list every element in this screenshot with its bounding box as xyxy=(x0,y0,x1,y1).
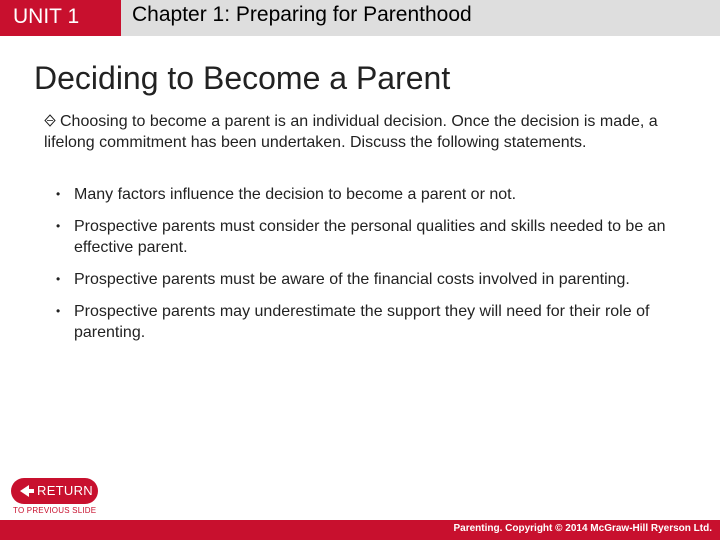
list-item xyxy=(56,216,676,258)
intro-paragraph xyxy=(44,111,684,153)
statement-list xyxy=(56,184,676,354)
return-button[interactable] xyxy=(11,478,98,504)
bullet-marker: • xyxy=(56,219,61,233)
return-sublabel[interactable]: TO PREVIOUS SLIDE xyxy=(13,506,97,515)
list-item-text: Prospective parents may underestimate the support they will need for their role of parenting. xyxy=(74,303,650,341)
bullet-marker: • xyxy=(56,304,61,318)
list-item xyxy=(56,269,676,290)
list-item-text: Prospective parents must consider the personal qualities and skills needed to be an effective parent. xyxy=(74,218,666,256)
return-button-label: RETURN xyxy=(37,483,93,498)
list-item-text: Prospective parents must be aware of the financial costs involved in parenting. xyxy=(74,271,630,288)
diamond-outline-icon xyxy=(44,114,56,127)
list-item xyxy=(56,301,676,343)
list-item xyxy=(56,184,676,205)
chapter-title: Chapter 1: Preparing for Parenthood xyxy=(121,0,720,36)
copyright-text: Parenting. Copyright © 2014 McGraw-Hill Ryerson Ltd. xyxy=(453,523,712,534)
unit-label: UNIT 1 xyxy=(0,0,121,36)
intro-text: Choosing to become a parent is an individual decision. Once the decision is made, a lifelong commitment has been undertaken. Discuss the following statements. xyxy=(44,113,658,151)
bullet-marker: • xyxy=(56,272,61,286)
bullet-marker: • xyxy=(56,187,61,201)
list-item-text: Many factors influence the decision to become a parent or not. xyxy=(74,186,517,203)
slide-title: Deciding to Become a Parent xyxy=(34,60,451,96)
